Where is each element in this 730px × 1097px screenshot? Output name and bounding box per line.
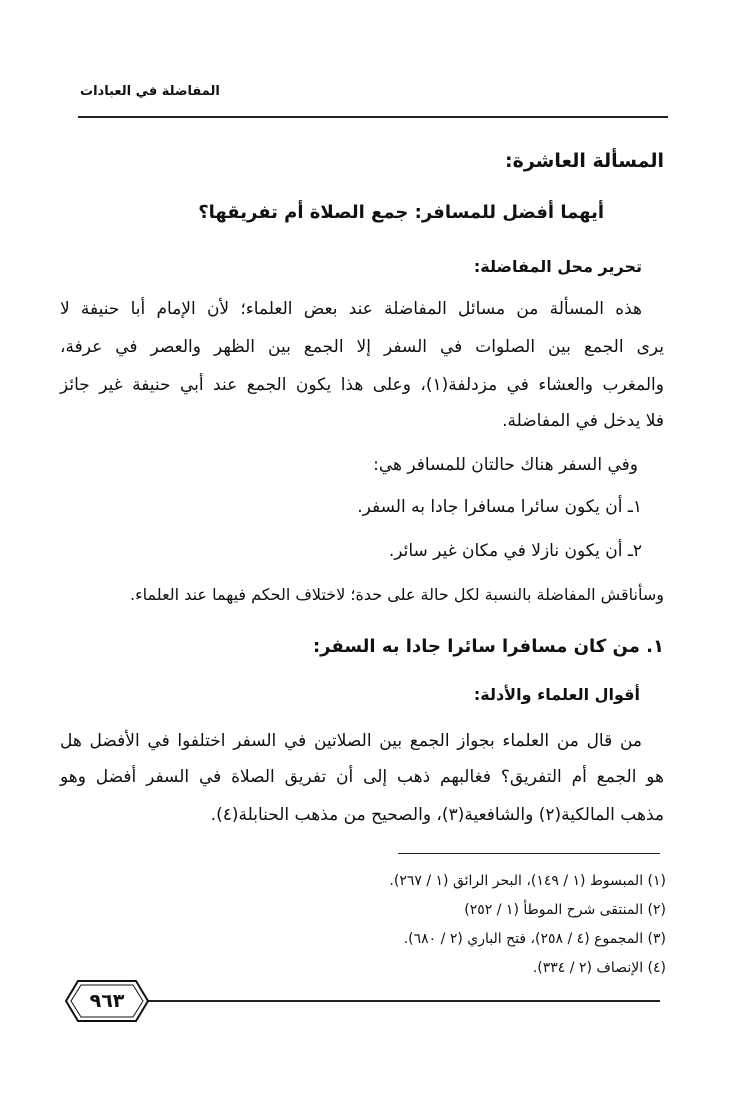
para2-line-3: مذهب المالكية(٢) والشافعية(٣)، والصحيح من مذهب الحنابلة(٤). — [210, 805, 664, 825]
footer-rule — [140, 1000, 660, 1002]
para1-line-3: والمغرب والعشاء في مزدلفة(١)، وعلى هذا يكون الجمع عند أبي حنيفة غير جائز — [60, 375, 664, 395]
para1-line-1: هذه المسألة من مسائل المفاضلة عند بعض العلماء؛ لأن الإمام أبا حنيفة لا — [60, 299, 642, 319]
running-title: المفاضلة في العبادات — [80, 84, 220, 99]
para1-line-2: يرى الجمع بين الصلوات في السفر إلا الجمع بين الظهر والعصر في عرفة، — [60, 337, 664, 357]
footnote-4: (٤) الإنصاف (٢ / ٣٣٤). — [532, 960, 666, 976]
section-question: أيهما أفضل للمسافر: جمع الصلاة أم تفريقها؟ — [198, 202, 604, 223]
para2-line-2: هو الجمع أم التفريق؟ فغالبهم ذهب إلى أن تفريق الصلاة في السفر أفضل وهو — [60, 767, 664, 787]
para2-line-1: من قال من العلماء بجواز الجمع بين الصلاتين في السفر اختلفوا في الأفضل هل — [60, 731, 642, 751]
page-number-badge — [64, 978, 150, 1024]
page-number: ٩٦٣ — [89, 990, 125, 1012]
footnote-3: (٣) المجموع (٤ / ٢٥٨)، فتح الباري (٢ / ٦٨٠). — [403, 931, 666, 947]
section-heading: المسألة العاشرة: — [505, 150, 664, 172]
discussion-note: وسأناقش المفاضلة بالنسبة لكل حالة على حدة؛ لاختلاف الحكم فيهما عند العلماء. — [130, 585, 664, 604]
footnote-1: (١) المبسوط (١ / ١٤٩)، البحر الرائق (١ / ٢٦٧). — [389, 873, 666, 889]
cases-intro: وفي السفر هناك حالتان للمسافر هي: — [373, 455, 638, 475]
header-rule — [78, 116, 668, 118]
case-2: ٢ـ أن يكون نازلا في مكان غير سائر. — [388, 541, 642, 561]
footnote-rule — [398, 853, 660, 854]
para1-line-4: فلا يدخل في المفاضلة. — [502, 411, 664, 431]
case1-heading: ١. من كان مسافرا سائرا جادا به السفر: — [312, 636, 664, 657]
opinions-heading: أقوال العلماء والأدلة: — [473, 685, 640, 704]
case-1: ١ـ أن يكون سائرا مسافرا جادا به السفر. — [357, 497, 642, 517]
subheading-scope: تحرير محل المفاضلة: — [473, 257, 642, 276]
footnote-2: (٢) المنتقى شرح الموطأ (١ / ٢٥٢) — [464, 902, 666, 918]
